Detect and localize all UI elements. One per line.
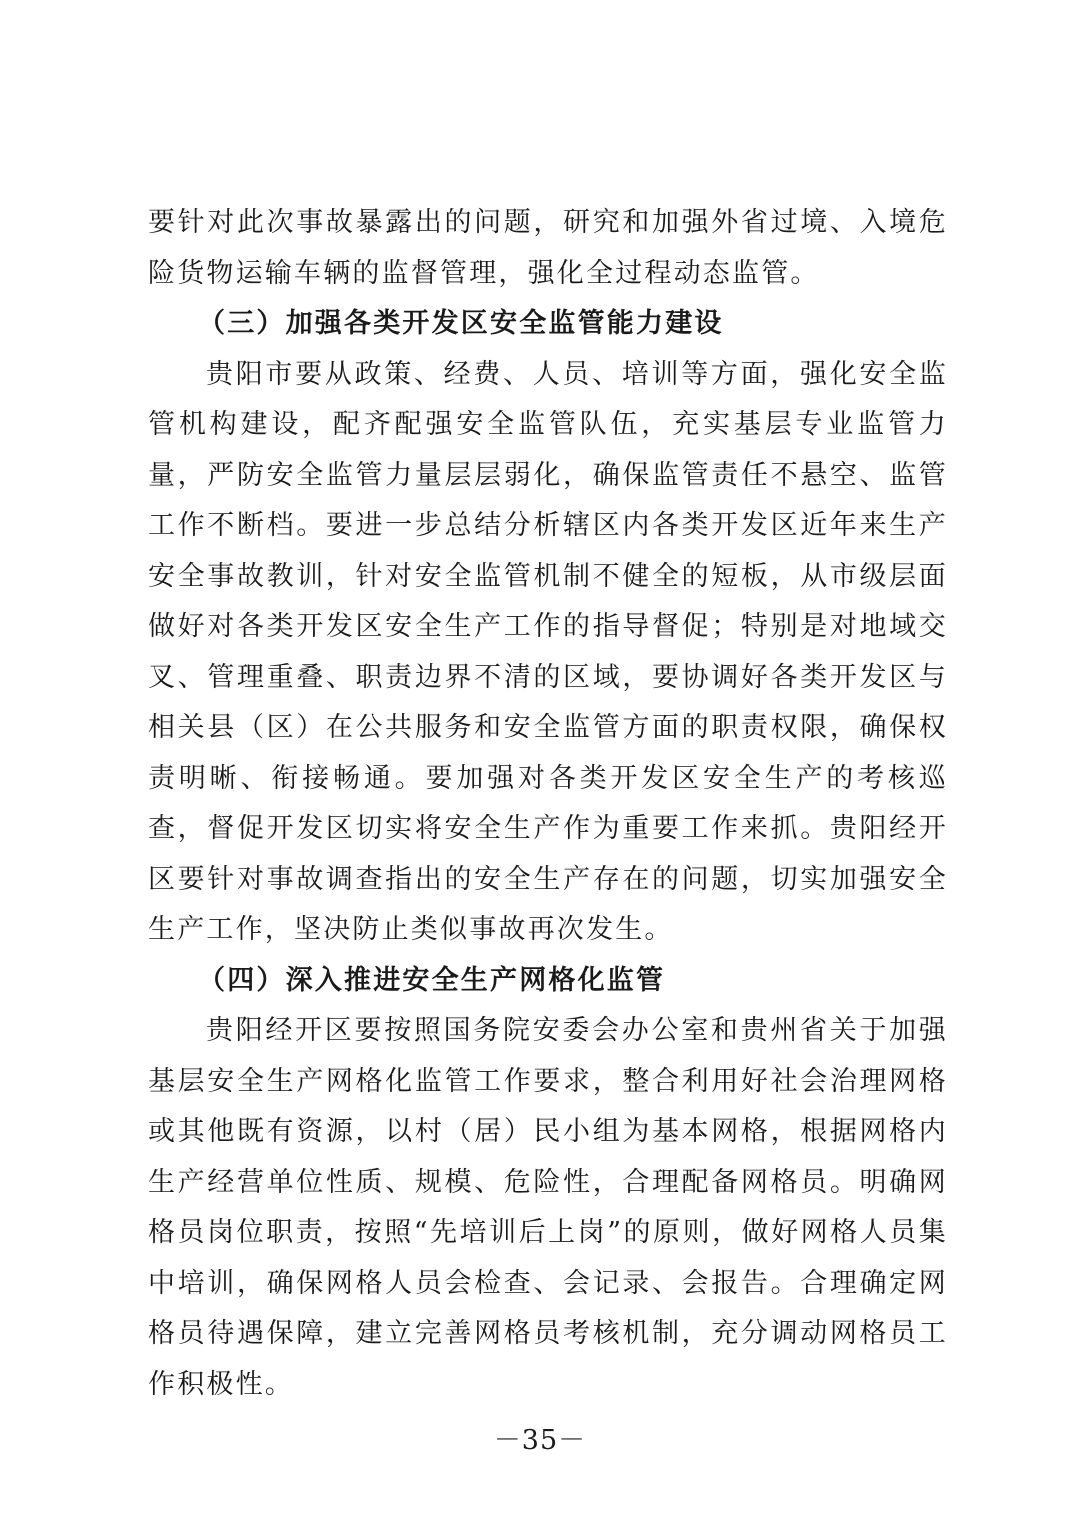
section-heading-3: （三）加强各类开发区安全监管能力建设 <box>198 308 724 339</box>
body-paragraph: 贵阳经开区要按照国务院安委会办公室和贵州省关于加强基层安全生产网格化监管工作要求，整合利用好社会治理网格或其他既有资源，以村（居）民小组为基本网格，根据网格内生产经营单位性质、规模、危险性，合理配备网格员。明确网格员岗位职责，按照“先培训后上岗”的原则，做好网格人员集中培训，确保网格人员会检查、会记录、会报告。合理确定网格员待遇保障，建立完善网格员考核机制，充分调动网格员工作积极性。 <box>148 1015 948 1400</box>
page-number: －35－ <box>493 1425 587 1456</box>
body-paragraph: 贵阳市要从政策、经费、人员、培训等方面，强化安全监管机构建设，配齐配强安全监管队伍，充实基层专业监管力量，严防安全监管力量层层弱化，确保监管责任不悬空、监管工作不断档。要进一步总结分析辖区内各类开发区近年来生产安全事故教训，针对安全监管机制不健全的短板，从市级层面做好对各类开发区安全生产工作的指导督促；特别是对地域交叉、管理重叠、职责边界不清的区域，要协调好各类开发区与相关县（区）在公共服务和安全监管方面的职责权限，确保权责明晰、衔接畅通。要加强对各类开发区安全生产的考核巡查，督促开发区切实将安全生产作为重要工作来抓。贵阳经开区要针对事故调查指出的安全生产存在的问题，切实加强安全生产工作，坚决防止类似事故再次发生。 <box>148 358 948 945</box>
body-paragraph: 要针对此次事故暴露出的问题，研究和加强外省过境、入境危险货物运输车辆的监督管理，强化全过程动态监管。 <box>148 207 948 289</box>
section-heading-4: （四）深入推进安全生产网格化监管 <box>198 964 666 996</box>
document-body <box>148 198 948 1410</box>
